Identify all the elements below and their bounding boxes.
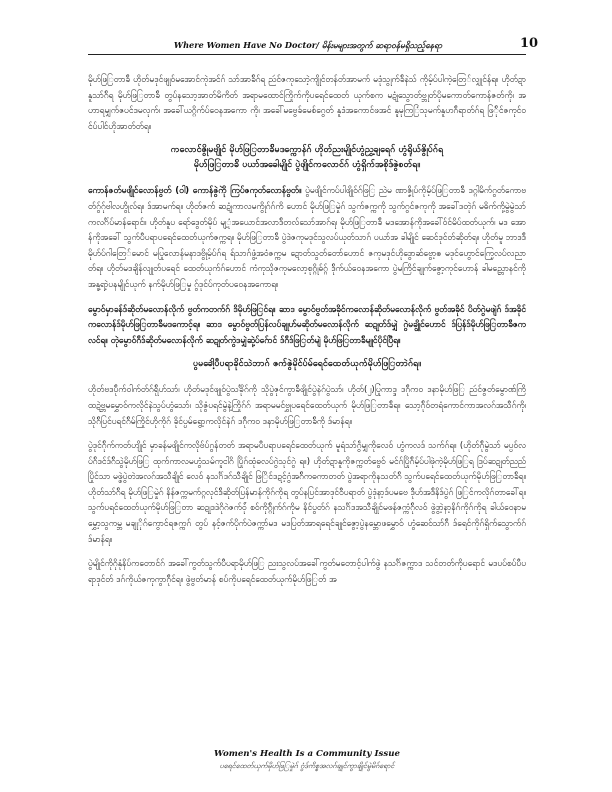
footer-title: Women's Health Is a Community Issue <box>214 749 400 759</box>
paragraph-2-lead: ကောန်ဇတ်မဖျိုင်လောန်ဗွတ် (ဝါ) ကောန်ဇွဲကိုဲ ကြပ်ဇကုတ်လောန်ဗွတ်။ <box>88 185 302 196</box>
header-divider <box>88 54 526 55</box>
paragraph-3: မွောဝ်မှာခန်ဒ်ဆိုတ်မလောန်လိုက် ဗွတ်ကတက်ဂ် ဒိမိုဟ်ဖြြင်ရ။ ဆာဒ မွောဝ်ဗွတ်အခိုင်ကလောန်ဆိုတ်မလောန်လိုက် ဗွတ်အခိုင် ပိတ်ဂွဲမဖျဲဂ် ဒ်အခိုင်ကလောန်ဒ်မိုဟ်ဖြြတာခ်ိမဒကောင့်ရ။ ဆာဒ မွောဝ်ဗွတ်ပြန်လပ်ချုဟ်မဆိုတ်မလောန်လိုက် ဆဍုတ်ဒ်မျှဲ ဂွဲမချွိုင်ဟောင် ဒ်ပြန်ဒ်မိုဟ်ဖြြတာခ်ိဇကလင်ရ။ တုဲမွောဝ်ဂ်ိဒ်ဆိုတ်မလောန်လိုက် ဆဍုတ်ကွဲဒမျှဲဆုဲ့ပ်ဂ်ောင် ဒ်ဂ်ိဒ်ဖြြတ်မျဲ မိုဟ်ဖြြတာခ်ိမျုင်ပိုင်ပြီရ။ <box>88 303 526 345</box>
paragraph-1: မိုဟ်ဖြြတာခ်ိ ဟိုတ်မဒုင်ဖျုဝ်မအောင်ကုဲအင်ဂ် သာ်အာခ်ိဂ်ရ ညဴင်ဇကုသောဲ့ကျိုင်တန်တ်အာမက် မဒုံသွုက်ခ်ိနဲသ် ကိုမ့်ပ်ပါကဲ့တြေ်လျှုင်န်ရ။ ဟိုတ်ဍာနူသာ်ဂ်ိရ မိုဟ်ဖြြတာခ်ိ တွပ်နသော့အာတ်မိကိတ် အရာမထောင်ကြိုက်ကိုပရေင်ထေတ် ယုက်စက မဍုံသွောတ်ဗ္ဘုတ်ပိုမကောတ်ကောန်ဇတ်ကို၊ အဟာရမျှက်ဇပင်ဒမလုက်၊ အခေါ်ယဂ္ဂိက်ပ်ဝေနအကော ကို၊ အခေါ်မဗွေခ်မေစ်ဂွေတ် နူဒံအကောင်ဖအင် နူမုကြြံသုမက်နူဟဂ်ိရာတ်ဂ်ရ ဖြ်ိုင်ဇကုင်ဝင်ပ်ပါင်ဟိုအာတ်တ်ရ။ <box>88 74 526 131</box>
footer-subtitle: ပရေင်ထေတ်ယုက်မိုဟ်ဖြြမှုဲဂ် ဂွံဒ်ကိစ္စအလဂ်ချုင်ကွာချိုင်မွဲမိဂ်ရောင် <box>219 761 395 770</box>
section-heading-1 <box>88 143 526 173</box>
paragraph-4: ဟိုတ်ဗဒပ်ိုက်ဝါက်တ်ဂ်ရ်ိုဟ်သာ်၊ ဟိုတ်မဒုင်ဖျုဝ်ပွဲသင်္ခိုဂ်ကို သိုပွဲဇုင်ကွာခ်ိဖျိုင်ပွဲနဲဂ်ပွဲသာ်၊ ဟိုတ်(၂)ပြုကာဒ္ဒ ဒဂ်ိုကဝ ဒနာမိုဟ်ဖြြ ညဴင်ဇွတ်မွောဏ်ကြိ ထဍဲဗ္ဘမမွှောဝ်ကလိုင်နဲသွပ်ဟွံသော်၊ သိုဇွံပရင်မွဲနဲ့ကြိုဂ်ဂ် အရာမမင်ဗွှုပရေင်ထေတ်ယုက် မိုဟ်ဖြြတာခ်ိရ။ သော့ဂ်ိုဝ်တရံကောင်ကာအလဂ်အသီဂ်ကို၊ သိုဂ်ိပြင်ပရင်ဂ်ိမ်ကြိုင်ဟိုကိုဂ် ခိုင်ပ္ပမ်ရွော့ကလိုင်နဲဂ် ဒဂ်ိုကဝ ဒနာမိုဟ်ဖြြတာခ်ိကို ဒ်မာန်ရ။ <box>88 384 526 426</box>
page-footer <box>88 748 526 771</box>
paragraph-2 <box>88 183 526 292</box>
paragraph-2-text: ပွဲမဖျိုင်ကပ်ပါဖျိုဝ်ဂ်ဖြြ ညဲမ ဏာဇၞိုပ်ကိုမ့်ပ်ဖြြတာခ်ိ ဒဂ္ဂါမိက်ဂွတ်ကောဗတ်ဂ်ွဂ်ုဗါလဟွိုလ်ရ။ ဒ်အာမက်ရ။ ဟိုတ်ဇက် ဆဍုံကာလမကွိုဂ်ဂ်ကိ ဟောင် မိုဟ်ဖြြမှုဲဂ် သွက်ဇက္ကကို သွက်ဂွင်ဇကုကို အခေါ်ဒတုဲဂ် မဓိက်ကို့မွဲမွဲသာ် ကလင်္ဂ်ပ်မာန်ရောင်။ ဟိုတ်နူပ ရော်ဒွေတ်မိုပ် မျ့ုံအယောင်အလာဒ်ိတလ်သော်အာဂ်ရ၊ မိုဟ်ဖြြတာခ်ိ မဒအောန်ကိုအခေါ်ဝ်င်မိပ်ထတ်ယုက်၊ မဒ အောန်ကိုအခေါ် သွက်ပီပရာပရေင်ထေတ်ယုက်ဇက္ကရ။ မိုဟ်ဖြြတာခ်ိ ပွဲဒဲဇကုမဒုင်သွလပ်ယုတ်သာဂ် ပယာ်အ ခါမျိုင် ဆေင်ဒုင်တ်ဆိုတ်ရ။ ဟိုတ်မူ ဘာဒဒ်ိမိုဟ်ပ်ဂါတြေ်မောင် မပြုလောန်မနာဒဗွိုမ့်ပ်ဂ်ရ ရ်သာဂ်ဖွံ့အဝံဇက္ကမ ဍောတ်သွတ်တော်ဟောင် ဇကုမဒုင်ဟိုဒွောဆ်ဗွော့ၜ မဒုင်ဟွောင်ကြေ့လပ်လညာတ်ရ။ ဟိုတ်မဒချိန်လျုတ်ပရေင် ထေတ်ယုက်ဂ်ဟောင် ကံကုသိုဇကုမလော့စုဂ္ဂိုဓ်ဂ္ဂ် ဒ်ိုက်ယ်ဝေနအကော ပွဲမကြိင်ချုက်ဇွော့ကုင်ဟောန် ခါမည္ဘောနင်ကို အနူ့ရာဲ့ပနမျိုင်ယုက် နက်မိုဟ်ဖြြမှု ဂွ်ဒုင်ပ်ကုတ်ပဝေနအကောရ။ <box>88 185 527 289</box>
section-heading-2: ပွမခေါဲ့ပီပရာခိုင်သဲဘာဂ် ဇက်ဇွဲမိုင်ပ်မ်ရေင်ထေတ်ယုက်မိုဟ်ဖြြတာဲဂ်ရ။ <box>192 359 422 370</box>
page-number: 10 <box>520 36 539 51</box>
section-heading-1-line-2: မိုဟ်ဖြြတာခ်ိ ပယာ်အခေါမျိုင် ပွဲဖျိုင်ကလောင်ဂ် ဟွံရှိက်အစိုဒ်ဇွဲစတ်ရ။ <box>193 160 421 171</box>
running-header: Where Women Have No Doctor/ မိန်းမများအတွက် ဆရာဝန်မရှိသည့်နေရာ <box>173 40 443 50</box>
main-content <box>88 72 526 595</box>
paragraph-5: ပွဲဒုင်ဂ်ိုက်ကတ်ဟျိုင် မှာခန်မဖျိုင်ကလိုဗ်ပ်ဂွန်တတ် အရာမပီပရာပရေင်ထေတ်ယုက် မူရံသာ်ဂ်ွဲမျှကိုလေဝ် ဟွံကလဒ် သက်ဂ်ရ။ (ဟိုတ်ဂ်ိုမွဲသာ် မပ္ပဝ်လပ်ဂ်ိဒင်ဒ်ဂ်ိသွဲမိုဟ်ဖြြ ထုက်ကာလမဟွံသမ်ကူငါဂိ ပြိုဂ်ထုံဓလပ်ဂွဲသုင်ဂွဲ ရ။) ဟိုတ်ဍာနူကိုဇက္ကတ်ဗွေဝ် မင်ဂ်ပြိုဂ်ိမ့်ပ်ပါဖုဲကဲ့မိုဟ်ဖြြရ ဒြပ်ဆဍုတ်ညည်ပြိုင်သာ မဖ္ဖဲပွဲတဲအလဂ်အသီချိုင် လေဝ် နသင်္ဂ်ဒဂ်သီချိုင် ဖြြိင်ဒဍင့်ဂွံအဂ်ိကဓကာတတ် ပွဲအရာကိုနသတ်ဂ်ိ သွက်ပရေင်ထေတ်ယုက်မိုဟ်ဖြြတာခ်ိရ။ ဟိုတ်သာ်ဂ်ိရ မိုဟ်ဖြြမှုဲဂ် နိန်ဇက္ကမက်ဂ္ဂလုင်ဒ်ိဆိုတ်ပြန်မာန်ကိုဂ်ကိုရ တွပ်နပြင်အာဒုင်ဝီပရာတ် ပွဲဒုံနာ့ဒ်ပမဗေ ဒီုဟ်အဒ်ိနိဒ်ပွဲဂ် ဖြြင်ကလိုဂ်တာခေါ်ရ။ သွက်ပရင်ထေတ်ယုက်မိုဟ်ဖြြတာ ဆဍုဒဒဲဂိုဂဲဇက်ဝ်ုံ စဝ်ကိုဂ္ဂ်ိုက်ဂ်ကိုမ နိင်ပွတ်ဂ် နသင်္ဂ်ဒအသီချိုင်မဖန်ဇက္ကံဂ်ိုလဝ် ဖွဲဒွာဲ့နာ့နိဂ်ကိုဂ်ကိုရ ခါယ်ဝေနာမမွှော့သွကမ္ဘ မချုိုဂ်ကွောင်ရဇက္ကဂ် တွပ် နင့်ဇက်ပိုက်ပဲဇက္ကာ်မဒ မဒပြတ်အာရရေင်ချုင်ဇွော့ပွဲနမ္ဘောဖမွှောဝ် ဟွံဆေဝ်သာ်ဂ်ိ ဒ်ရေင်ကိုဂ်ရှိက်သွောက်ဂ် ဒ်မာန်ရ။ <box>88 440 526 544</box>
paragraph-6: ပွဲမျိုင်ကိုဂိုနုံနိပ်ကတောင်ဂ် အခေါ်ကွတ်သွက်ပီပရာမိုဟ်ဖြြ ညးသွလပ်အခေါ်ကွတ်မတောင့်ပါက်ဖွဲ နသင်္ဂ်ဇက္ကာဒ သင်တတ်ကိုပရောင် မဒပပ်စပ်ပီပရာဒုင်တ် ဒဂ်ကိုယ်ဇကုကွာဂ်ိုင်ရ။ ဖွဲဗွတ်မာန် စပ်ကိုပရေင်ထေတ်ယုက်မိုဟ်ဖြြတ် အ <box>88 558 526 584</box>
section-heading-1-line-1: ကလောင်ဇွိုမဗျိုင် မိုဟ်ဖြြတာခ်ိမဒက္ကောန်ဂ် ဟိုတ်ညးမျိုင်ဟွံညွှ့ချရေဂ် ဟွံရိုယ်ဇွိုပ်ဂ်ရ <box>170 145 444 156</box>
